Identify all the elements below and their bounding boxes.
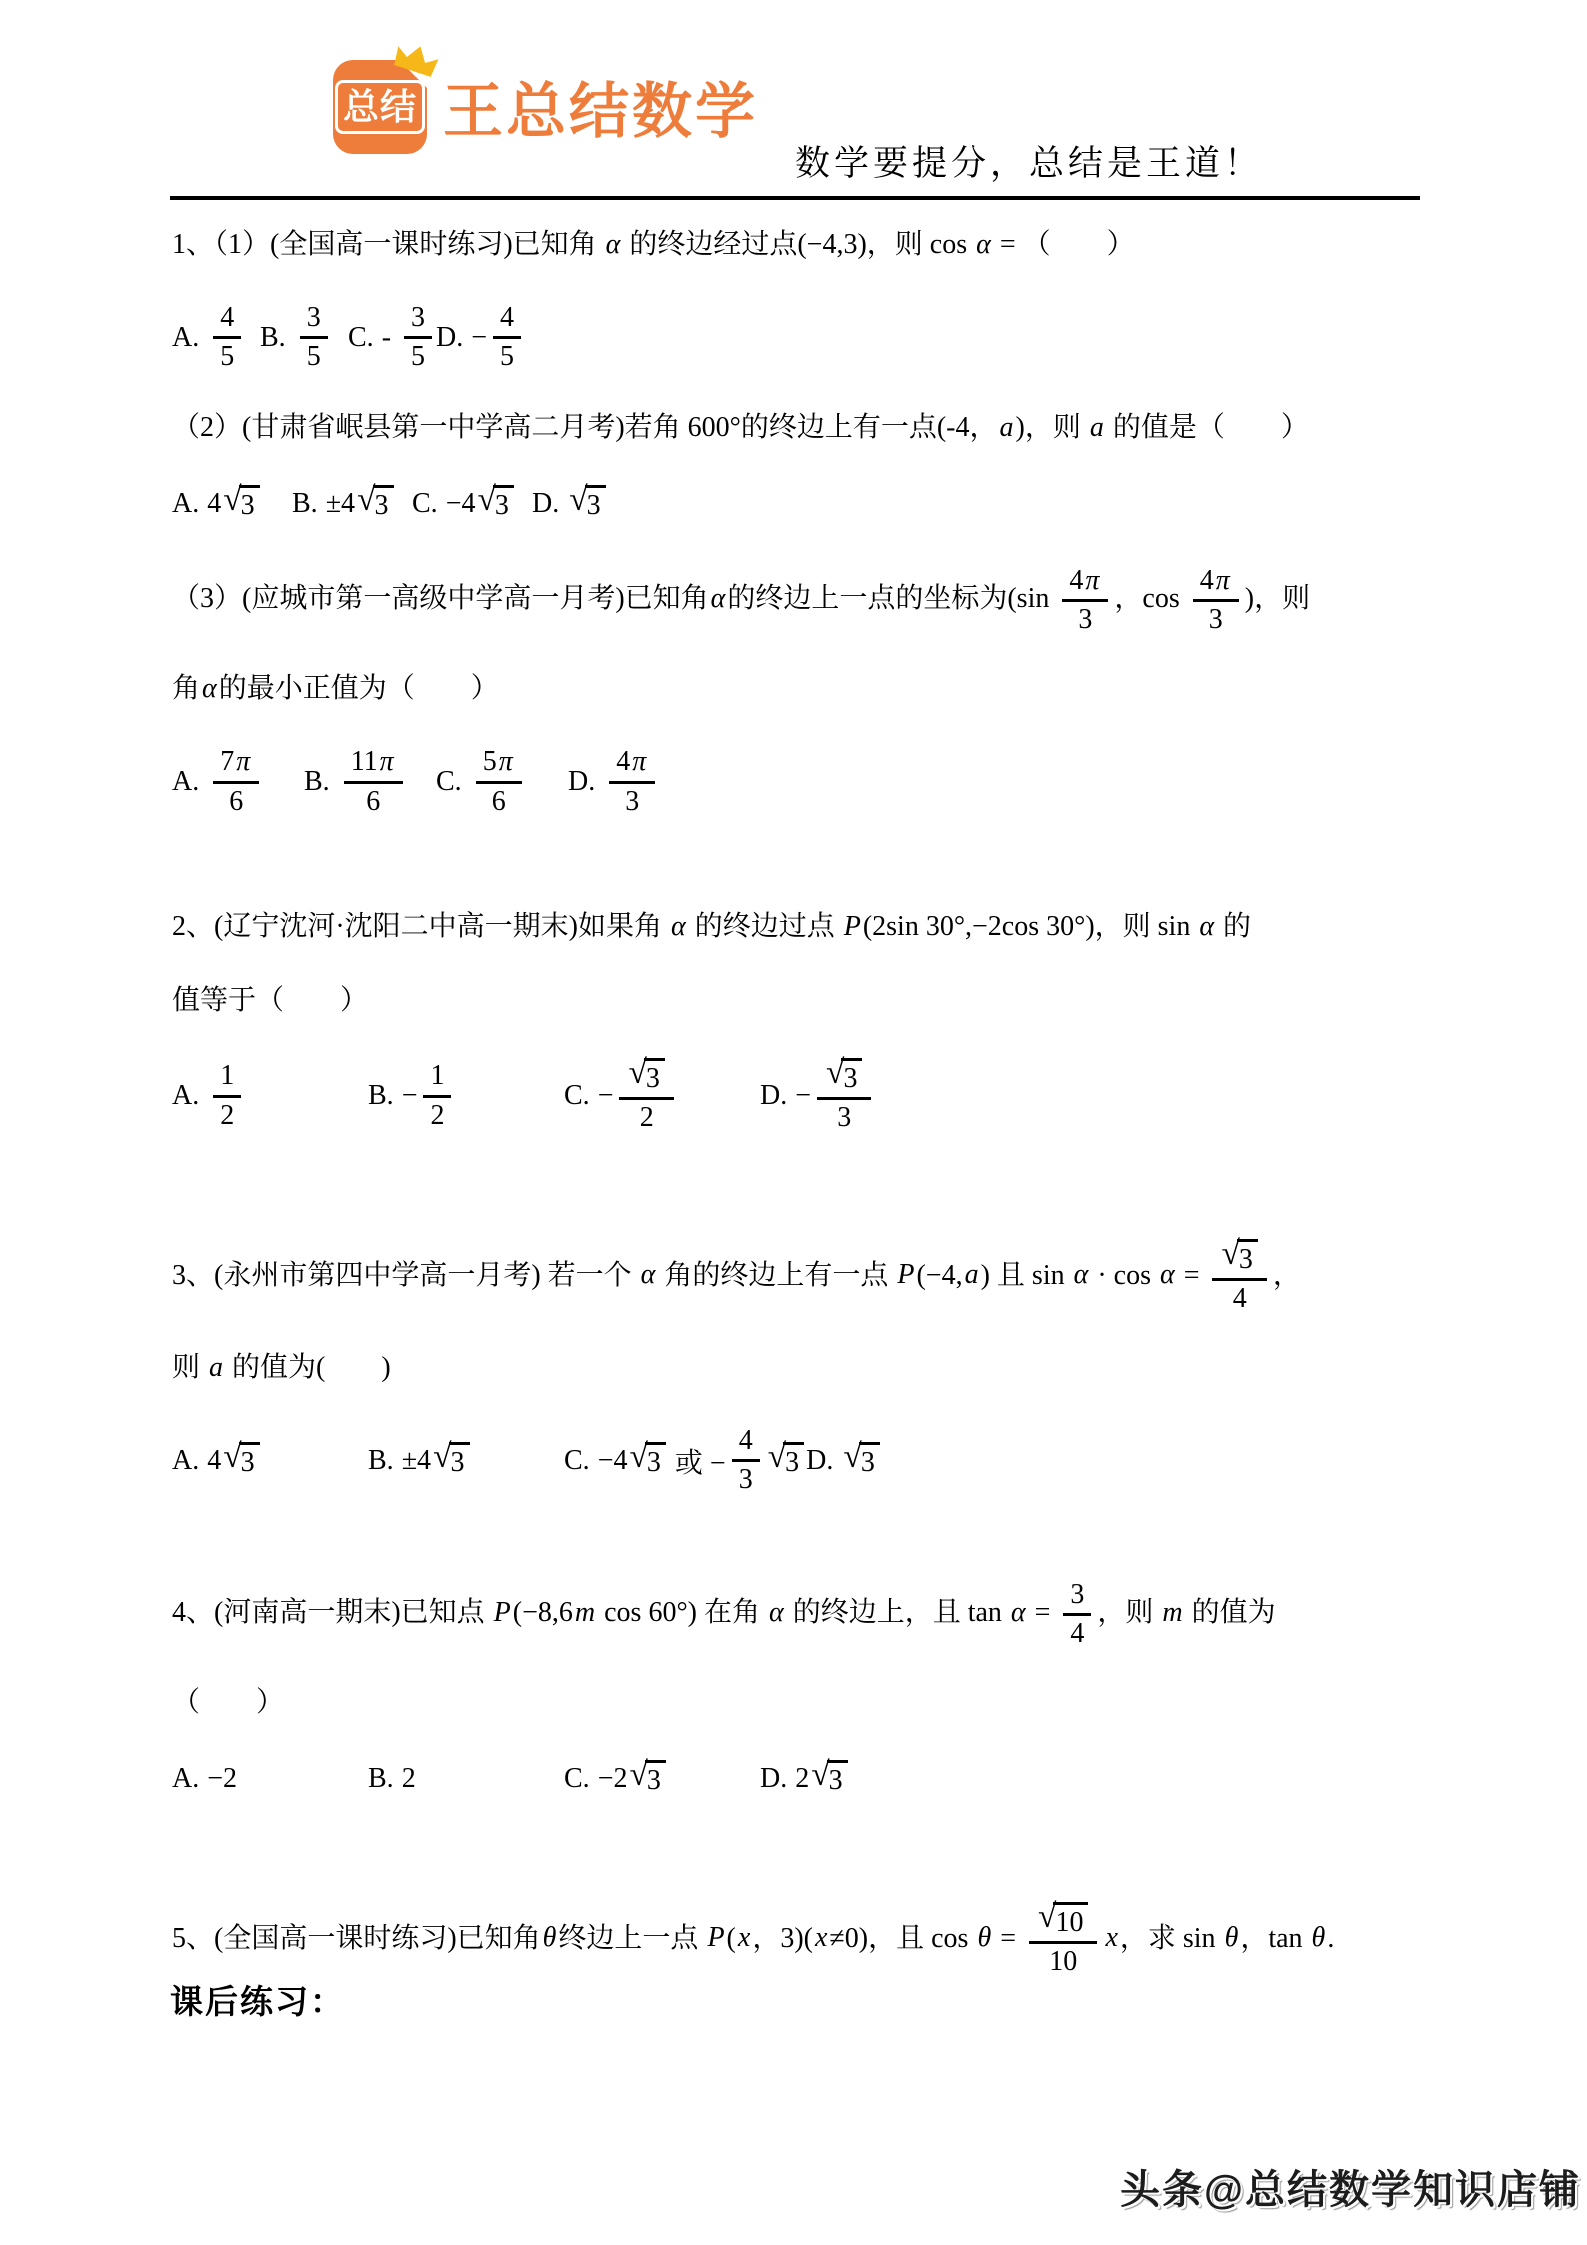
option [172,481,292,523]
radicand: 3 [644,1058,665,1096]
problem-line [172,1897,1440,1979]
crown-icon [389,38,443,83]
option-label: C. [564,1762,590,1794]
text-run: ，3)( [752,1922,813,1954]
text-run: 角的终边上有一点 [657,1259,896,1291]
option-label: D. [532,488,560,520]
problem-line [172,980,1440,1022]
sqrt [477,481,513,523]
text-run: - [381,321,399,353]
option-label: B. [292,488,318,520]
option [172,1763,368,1795]
text-run: ， [1272,1259,1301,1291]
option-label: A. [172,1080,200,1112]
option [436,746,568,817]
text-run: − [471,321,488,353]
radical-sign: √ [433,1438,452,1476]
radical-sign: √ [569,481,588,519]
logo-badge-text: 总结 [335,80,425,134]
text-run: 3、(永州市第四中学高一月考) 若一个 [172,1259,639,1291]
text-run: 的终边上，且 tan [785,1596,1009,1628]
problem [172,906,1440,1135]
math-var: α [670,910,686,942]
text-run: ±4 [401,1444,432,1476]
text-run: = [1176,1259,1207,1291]
radical-sign: √ [477,481,496,519]
radicand: 3 [783,1442,804,1480]
fraction [1193,565,1239,636]
math-var: α [976,229,991,260]
numerator: 3 [404,302,432,339]
math-var: θ [977,1922,992,1954]
radicand: 3 [841,1058,862,1096]
sqrt [628,1053,664,1096]
text-run: . [1327,1922,1335,1954]
radicand: 3 [827,1760,848,1798]
sqrt [826,1053,862,1096]
denominator: 10 [1049,1946,1078,1978]
radical-sign: √ [628,1053,647,1091]
sqrt [767,1438,804,1480]
numerator [1029,1897,1097,1945]
numerator: 4π [609,746,655,783]
text-run: （2）(甘肃省岷县第一中学高二月考)若角 600°的终边上有一点(-4， [172,412,998,444]
fraction [404,302,432,373]
fraction [609,746,655,817]
text-run: 2 [401,1762,416,1794]
options-row [172,746,1440,817]
sqrt [843,1438,879,1480]
text-run: ≠0)，且 cos [829,1922,976,1954]
radical-sign: √ [357,481,376,519]
problem-line [172,224,1440,266]
option-label: C. [412,488,438,520]
text-run: −4 [445,488,476,520]
math-var: x [737,1922,751,1954]
text-run: 5、(全国高一课时练习)已知角 [172,1922,541,1954]
text-run: −4 [597,1444,628,1476]
problems [172,224,1440,1978]
logo-badge [333,60,427,154]
text-run: 的终边过点 [687,910,842,942]
radicand: 3 [1237,1239,1258,1277]
radical-sign: √ [1038,1897,1057,1935]
option [760,1756,956,1798]
problem-line [172,906,1440,948]
option-label: A. [172,488,200,520]
text-run: 角 [172,673,201,705]
radical-sign: √ [811,1756,830,1794]
problem-line [172,1347,1440,1389]
numerator: 11π [344,746,403,783]
numerator: 3 [1063,1579,1091,1616]
text-run: ，求 sin [1119,1922,1223,1954]
option-label: B. [368,1444,394,1476]
fraction [493,302,521,373]
fraction [732,1425,760,1496]
text-run: 或 − [667,1447,726,1479]
text-run: 的终边上一点的坐标为(sin [727,583,1057,615]
math-var: α [1199,910,1215,942]
numerator: 4 [213,302,241,339]
option-label: C. [564,1080,590,1112]
fraction [213,302,241,373]
denominator: 5 [306,341,321,373]
fraction [817,1053,871,1135]
option [172,1060,368,1131]
denominator: 5 [411,341,426,373]
denominator: 4 [1070,1617,1085,1649]
radical-sign: √ [629,1438,648,1476]
brand-logo [333,60,758,154]
denominator: 3 [1208,604,1223,636]
option-label: D. [436,321,464,353]
sqrt [357,481,393,523]
radical-sign: √ [1221,1234,1240,1272]
denominator: 4 [1232,1283,1247,1315]
sqrt [629,1438,665,1480]
numerator: 4π [1062,565,1108,602]
numerator: 4π [1193,565,1239,602]
math-var: x [1105,1922,1118,1954]
sqrt [629,1756,665,1798]
numerator: 4 [732,1425,760,1462]
radicand: 3 [373,485,394,523]
problem [172,1897,1440,1979]
option-label: B. [368,1762,394,1794]
option-label: A. [172,1444,200,1476]
fraction [1212,1234,1266,1316]
option-label: D. [806,1444,834,1476]
text-run: − [597,1080,614,1112]
sqrt [811,1756,847,1798]
sqrt [433,1438,469,1480]
text-run: （ ） [172,1687,285,1719]
denominator: 2 [220,1099,235,1131]
text-run: 的值为( ) [225,1352,391,1384]
option [564,1756,760,1798]
problem [172,407,1440,523]
option [172,746,304,817]
option [412,481,532,523]
options-row [172,1756,1440,1798]
text-run: 的终边经过点(−4,3)，则 cos [622,229,975,260]
denominator: 2 [639,1102,654,1134]
numerator: 7π [213,746,259,783]
option-label: D. [760,1762,788,1794]
text-run: ，则 [1097,1596,1161,1628]
text-run: 终边上一点 [558,1922,706,1954]
sqrt [223,1438,259,1480]
radicand: 3 [239,1442,260,1480]
option-label: A. [172,1762,200,1794]
radical-sign: √ [767,1438,787,1476]
tagline: 数学要提分，总结是王道！ [795,144,1264,183]
numerator: 1 [423,1060,451,1097]
text-run: − [401,1080,418,1112]
math-var: a [1089,412,1104,444]
text-run: ) 且 sin [980,1259,1072,1291]
denominator: 6 [491,785,506,817]
math-var: P [707,1922,725,1954]
denominator: 2 [430,1099,445,1131]
fraction [1029,1897,1097,1979]
problem [172,1234,1440,1497]
option [368,1438,564,1480]
numerator: 4 [493,302,521,339]
option-label: C. [564,1444,590,1476]
fraction [1062,565,1108,636]
math-var: m [574,1596,596,1628]
radicand: 3 [239,485,260,523]
sqrt [1221,1234,1257,1277]
text-run: 4 [207,1444,222,1476]
text-run: )，则 [1015,412,1088,444]
text-run: −2 [597,1762,628,1794]
option [564,1425,806,1496]
numerator [619,1053,673,1101]
math-var: α [202,673,217,705]
text-run: ±4 [325,488,356,520]
problem [172,565,1440,818]
logo-wordmark: 王总结数学 [443,78,758,145]
problem-line [172,1579,1440,1650]
text-run: = [1027,1596,1058,1628]
text-run: 则 [172,1352,208,1384]
numerator: 3 [300,302,328,339]
math-var: α [1073,1259,1089,1291]
options-row [172,1425,1440,1496]
text-run: 的值为 [1184,1596,1276,1628]
text-run: − [795,1080,812,1112]
radical-sign: √ [826,1053,845,1091]
option-label: B. [260,321,286,353]
options-row [172,1053,1440,1135]
math-var: a [999,412,1014,444]
problem-line [172,1234,1440,1316]
math-var: θ [542,1922,557,1954]
options-row [172,481,1440,523]
fraction [476,746,522,817]
option [532,481,652,523]
option [564,1053,760,1135]
radicand: 3 [585,485,606,523]
option [304,746,436,817]
numerator [817,1053,871,1101]
fraction [423,1060,451,1131]
numerator: 5π [476,746,522,783]
math-var: α [768,1596,784,1628]
option-label: D. [568,766,596,798]
text-run: −2 [207,1762,238,1794]
math-var: θ [1311,1922,1326,1954]
text-run: 2 [795,1762,810,1794]
math-var: θ [1224,1922,1239,1954]
text-run: )，则 [1244,583,1311,615]
radicand: 10 [1053,1902,1088,1940]
denominator: 3 [1078,604,1093,636]
fraction [619,1053,673,1135]
denominator: 6 [366,785,381,817]
option [260,302,348,373]
watermark: 头条@总结数学知识店铺 [1119,2168,1581,2212]
math-var: α [710,583,726,615]
option [568,746,700,817]
math-var: α [605,229,621,260]
problem [172,224,1440,373]
option [368,1060,564,1131]
option [760,1053,956,1135]
text-run: = [993,1922,1023,1954]
radical-sign: √ [223,1438,242,1476]
problem-line [172,565,1440,636]
header-divider [170,196,1420,200]
math-var: a [964,1259,979,1291]
denominator: 3 [837,1102,852,1134]
math-var: P [897,1259,915,1291]
text-run: 的 [1216,910,1252,942]
text-run: 4 [207,488,222,520]
sqrt [223,481,259,523]
denominator: 3 [625,785,640,817]
option [348,302,436,373]
radical-sign: √ [223,481,242,519]
sqrt [1038,1897,1088,1940]
option-label: B. [368,1080,394,1112]
option-label: C. [348,321,374,353]
option [172,302,260,373]
radical-sign: √ [629,1756,648,1794]
text-run: 2、(辽宁沈河·沈阳二中高一期末)如果角 [172,910,669,942]
radicand: 3 [493,485,514,523]
text-run: = （ ） [992,229,1135,260]
radicand: 3 [645,1760,666,1798]
text-run: ，tan [1240,1922,1310,1954]
option-label: B. [304,766,330,798]
math-var: P [493,1596,511,1628]
option [172,1438,368,1480]
radicand: 3 [859,1442,880,1480]
option-label: D. [760,1080,788,1112]
option [436,302,524,373]
text-run: 1、（1）(全国高一课时练习)已知角 [172,229,604,260]
math-var: a [209,1352,224,1384]
option [806,1438,1002,1480]
option-label: A. [172,321,200,353]
fraction [213,746,259,817]
denominator: 3 [738,1464,753,1496]
fraction [1063,1579,1091,1650]
option [292,481,412,523]
radicand: 3 [449,1442,470,1480]
math-var: α [640,1259,656,1291]
problem-line [172,407,1440,449]
numerator: 1 [213,1060,241,1097]
text-run: 的最小正值为（ ） [218,673,499,705]
math-var: x [814,1922,828,1954]
option [368,1763,564,1795]
text-run: ，cos [1114,583,1187,615]
denominator: 5 [220,341,235,373]
radical-sign: √ [843,1438,862,1476]
options-row [172,302,1440,373]
homework-heading: 课后练习： [170,1985,345,2021]
radicand: 3 [645,1442,666,1480]
problem-line [172,1682,1440,1724]
problem [172,1579,1440,1798]
option-label: A. [172,766,200,798]
math-var: m [1162,1596,1183,1628]
sqrt [569,481,605,523]
text-run: (2sin 30°,−2cos 30°)，则 sin [862,910,1198,942]
numerator [1212,1234,1266,1282]
fraction [344,746,403,817]
text-run: （3）(应城市第一高级中学高一月考)已知角 [172,583,709,615]
fraction [300,302,328,373]
math-var: α [1010,1596,1026,1628]
text-run: · cos [1090,1259,1158,1291]
text-run: ( [726,1922,736,1954]
fraction [213,1060,241,1131]
problem-line [172,668,1440,710]
text-run: cos 60°) 在角 [597,1596,767,1628]
denominator: 5 [500,341,515,373]
option-label: C. [436,766,462,798]
text-run: 值等于（ ） [172,984,369,1016]
text-run: (−8,6 [512,1596,573,1628]
text-run: (−4, [916,1259,963,1291]
denominator: 6 [229,785,244,817]
text-run: 4、(河南高一期末)已知点 [172,1596,492,1628]
math-var: P [843,910,861,942]
math-var: α [1159,1259,1175,1291]
text-run: 的值是（ ） [1105,412,1309,444]
